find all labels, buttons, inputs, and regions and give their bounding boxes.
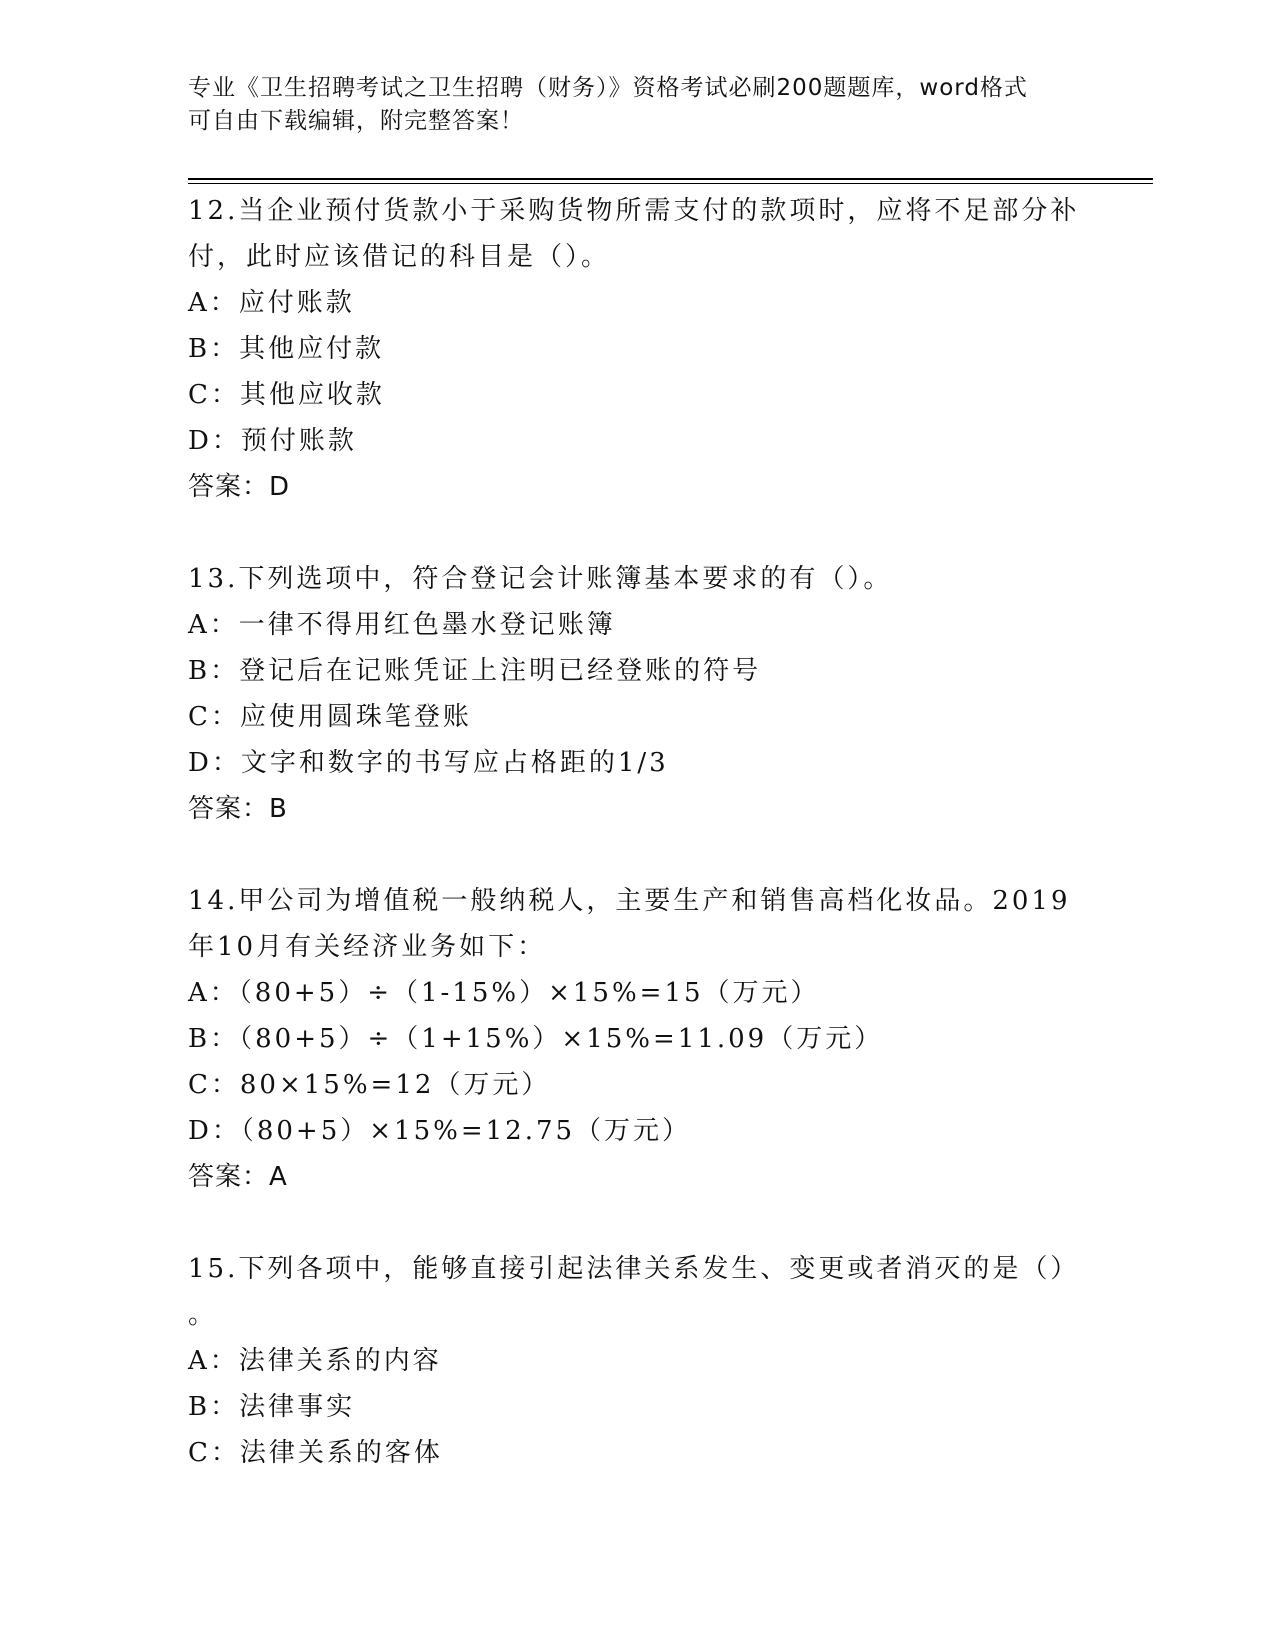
question-14 — [188, 878, 1088, 1246]
option-d: D：（80+5）×15%=12.75（万元） — [188, 1116, 692, 1146]
question-12 — [188, 188, 1088, 556]
option-d: D：文字和数字的书写应占格距的1/3 — [188, 748, 669, 778]
option-a: A：一律不得用红色墨水登记账簿 — [188, 610, 616, 640]
question-stem-line: 12.当企业预付货款小于采购货物所需支付的款项时，应将不足部分补 — [188, 196, 1080, 226]
question-15 — [188, 1246, 1088, 1476]
header-divider-thick — [188, 178, 1153, 180]
option-a: A：法律关系的内容 — [188, 1346, 442, 1376]
header-line-1: 专业《卫生招聘考试之卫生招聘（财务）》资格考试必刷200题题库，word格式 — [188, 75, 1028, 101]
option-b: B：登记后在记账凭证上注明已经登账的符号 — [188, 656, 762, 686]
option-c: C：80×15%=12（万元） — [188, 1070, 551, 1100]
question-13 — [188, 556, 1088, 878]
question-stem-line: 15.下列各项中，能够直接引起法律关系发生、变更或者消灭的是（） — [188, 1254, 1080, 1284]
option-b: B：（80+5）÷（1+15%）×15%=11.09（万元） — [188, 1024, 884, 1054]
option-b: B：其他应付款 — [188, 334, 385, 364]
answer-line: 答案：A — [188, 1162, 288, 1192]
question-stem-line: 14.甲公司为增值税一般纳税人，主要生产和销售高档化妆品。2019 — [188, 886, 1071, 916]
option-b: B：法律事实 — [188, 1392, 356, 1422]
header-line-2: 可自由下载编辑，附完整答案！ — [188, 108, 524, 134]
answer-line: 答案：B — [188, 794, 288, 824]
document-header — [188, 72, 1088, 138]
option-c: C：法律关系的客体 — [188, 1438, 443, 1468]
header-divider-thin — [188, 183, 1153, 184]
question-list — [188, 188, 1088, 1476]
question-stem-line: 13.下列选项中，符合登记会计账簿基本要求的有（）。 — [188, 564, 893, 594]
question-stem-line: 付，此时应该借记的科目是（）。 — [188, 242, 611, 272]
answer-line: 答案：D — [188, 472, 291, 502]
option-a: A：（80+5）÷（1-15%）×15%=15（万元） — [188, 978, 820, 1008]
option-a: A：应付账款 — [188, 288, 355, 318]
question-stem-line: 。 — [188, 1300, 218, 1330]
option-d: D：预付账款 — [188, 426, 357, 456]
option-c: C：其他应收款 — [188, 380, 385, 410]
question-stem-line: 年10月有关经济业务如下： — [188, 932, 547, 962]
option-c: C：应使用圆珠笔登账 — [188, 702, 472, 732]
